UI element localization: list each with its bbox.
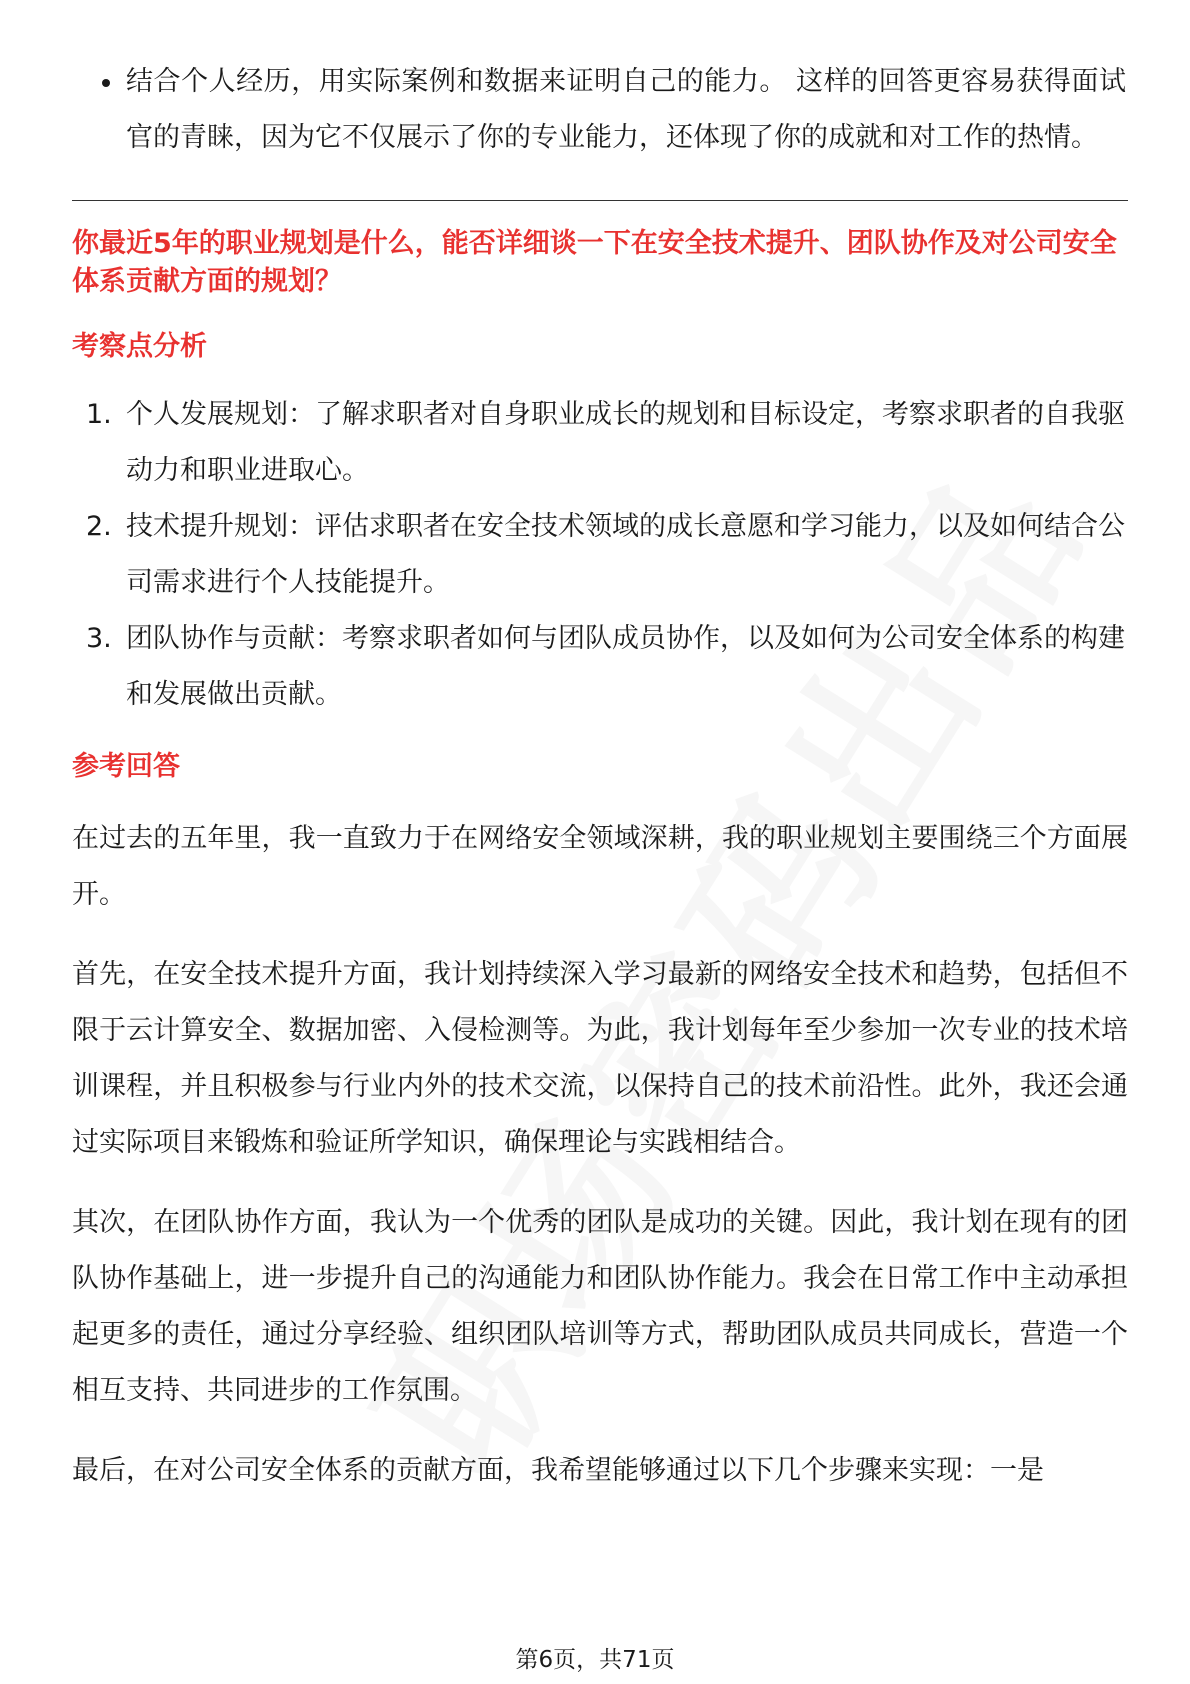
- analysis-list-item: [72, 611, 1128, 723]
- page-footer: 第6页，共71页: [515, 1647, 675, 1673]
- intro-bullet-text: 结合个人经历，用实际案例和数据来证明自己的能力。 这样的回答更容易获得面试官的青睐，因为它不仅展示了你的专业能力，还体现了你的成就和对工作的热情。: [126, 66, 1126, 153]
- answer-paragraph: 最后，在对公司安全体系的贡献方面，我希望能够通过以下几个步骤来实现：一是: [72, 1455, 1044, 1486]
- list-item-text: 团队协作与贡献：考察求职者如何与团队成员协作，以及如何为公司安全体系的构建和发展做出贡献。: [126, 623, 1125, 710]
- list-item-text: 个人发展规划：了解求职者对自身职业成长的规划和目标设定，考察求职者的自我驱动力和职业进取心。: [126, 399, 1125, 486]
- question-heading: 你最近5年的职业规划是什么，能否详细谈一下在安全技术提升、团队协作及对公司安全体系贡献方面的规划？: [72, 228, 1117, 297]
- list-number: 2.: [86, 511, 112, 542]
- analysis-list-item: [72, 387, 1128, 499]
- answer-heading: 参考回答: [72, 751, 180, 782]
- list-item-text: 技术提升规划：评估求职者在安全技术领域的成长意愿和学习能力，以及如何结合公司需求进行个人技能提升。: [126, 511, 1125, 598]
- list-number: 1.: [86, 399, 112, 430]
- answer-paragraph: 其次，在团队协作方面，我认为一个优秀的团队是成功的关键。因此，我计划在现有的团队协作基础上，进一步提升自己的沟通能力和团队协作能力。我会在日常工作中主动承担起更多的责任，通过分享经验、组织团队培训等方式，帮助团队成员共同成长，营造一个相互支持、共同进步的工作氛围。: [72, 1207, 1128, 1406]
- list-number: 3.: [86, 623, 112, 654]
- analysis-list-item: [72, 499, 1128, 611]
- answer-paragraph: 首先，在安全技术提升方面，我计划持续深入学习最新的网络安全技术和趋势，包括但不限于云计算安全、数据加密、入侵检测等。为此，我计划每年至少参加一次专业的技术培训课程，并且积极参与行业内外的技术交流，以保持自己的技术前沿性。此外，我还会通过实际项目来锻炼和验证所学知识，确保理论与实践相结合。: [72, 959, 1128, 1158]
- analysis-list: [72, 387, 1128, 723]
- page-content: [72, 54, 1128, 1499]
- section-divider: [72, 200, 1128, 201]
- intro-bullet-item: [72, 54, 1126, 166]
- analysis-heading: 考察点分析: [72, 331, 207, 362]
- answer-body: [72, 811, 1128, 1499]
- bullet-dot-icon: [102, 79, 110, 87]
- answer-paragraph: 在过去的五年里，我一直致力于在网络安全领域深耕，我的职业规划主要围绕三个方面展开。: [72, 823, 1128, 910]
